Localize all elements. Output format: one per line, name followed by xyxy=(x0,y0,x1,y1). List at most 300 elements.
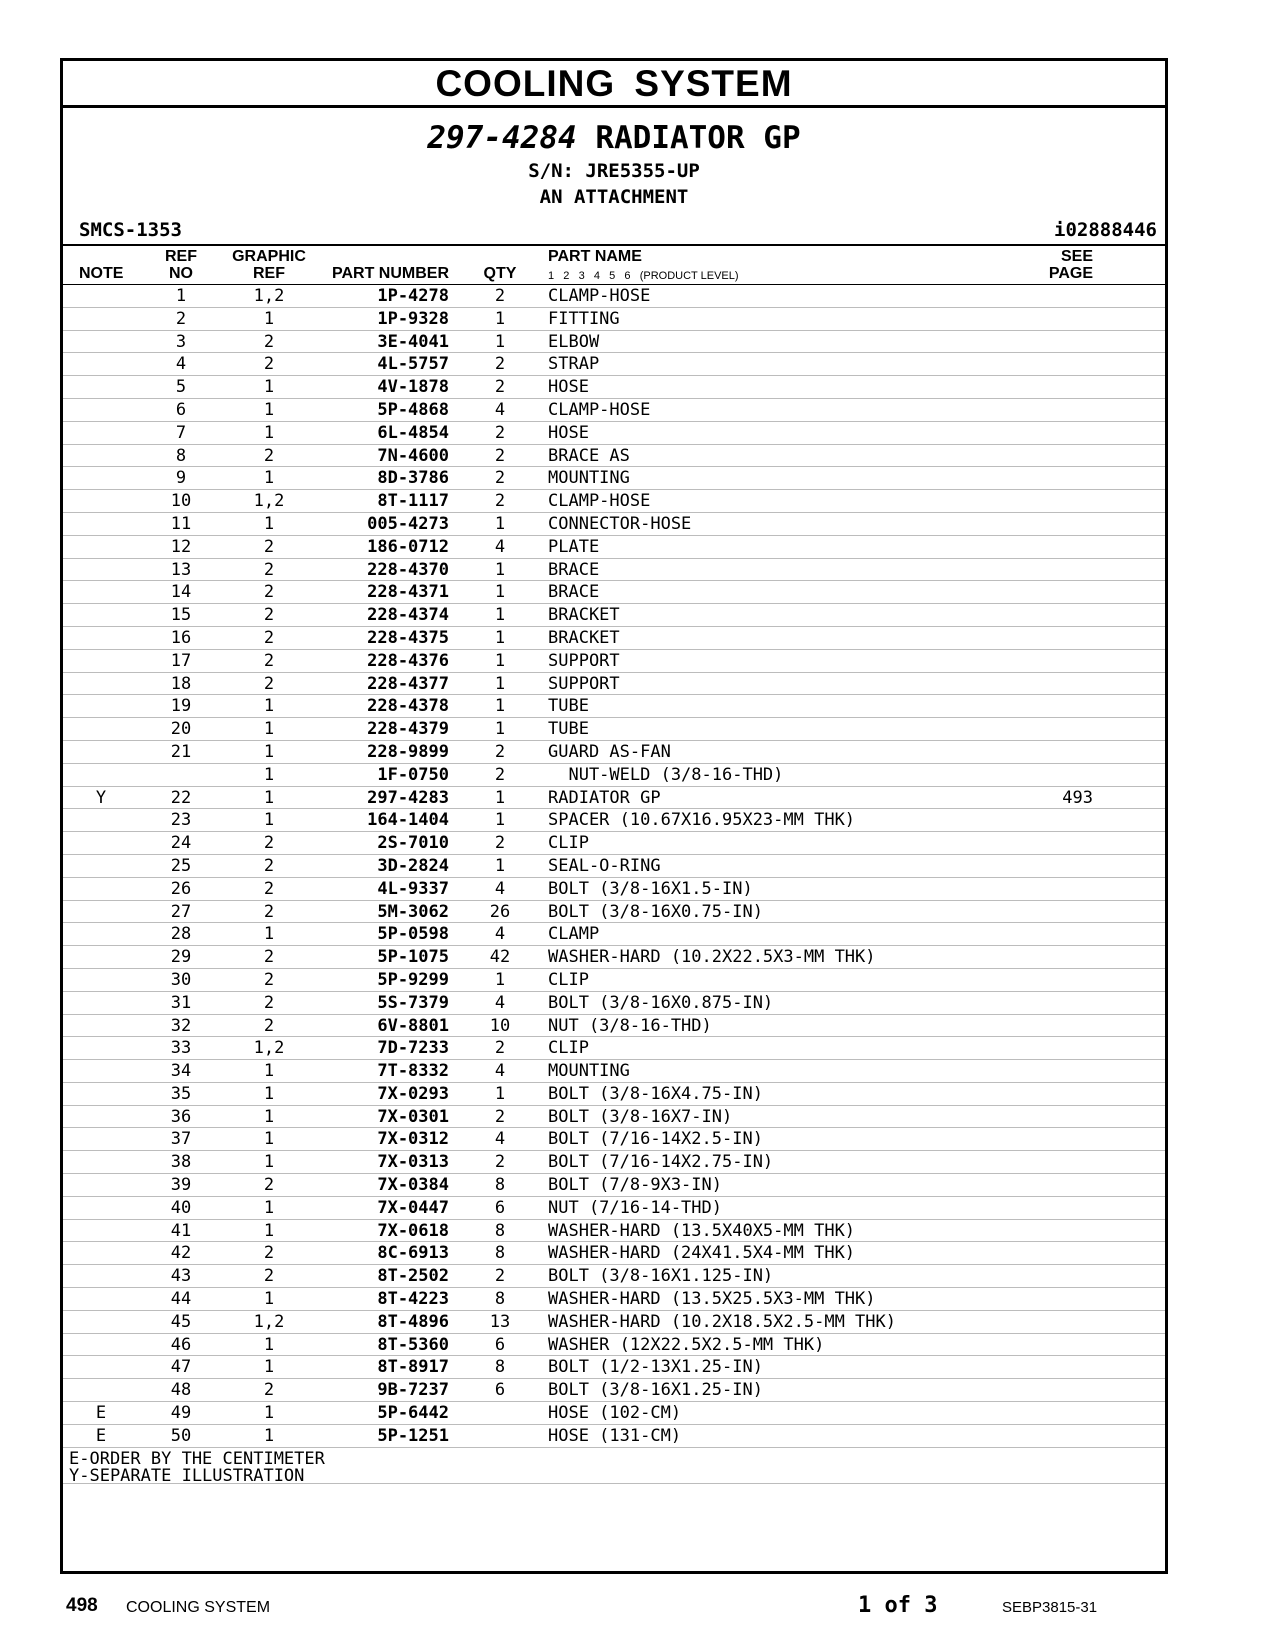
cell-part-number: 3E-4041 xyxy=(377,331,449,352)
table-row xyxy=(63,787,1165,810)
cell-part-number: 8T-2502 xyxy=(377,1266,449,1287)
cell-graphic-ref: 1 xyxy=(263,924,275,945)
cell-part-name: SPACER (10.67X16.95X23-MM THK) xyxy=(548,810,856,831)
cell-note: Y xyxy=(95,787,107,808)
cell-qty: 1 xyxy=(494,627,506,648)
cell-qty: 2 xyxy=(494,468,506,489)
table-row xyxy=(63,627,1165,650)
header-product-levels: 1 2 3 4 5 6 (PRODUCT LEVEL) xyxy=(548,270,739,282)
cell-qty: 1 xyxy=(494,1083,506,1104)
cell-graphic-ref: 1 xyxy=(263,1106,275,1127)
cell-graphic-ref: 2 xyxy=(263,1243,275,1264)
cell-qty: 8 xyxy=(494,1357,506,1378)
cell-part-number: 6V-8801 xyxy=(377,1015,449,1036)
cell-graphic-ref: 1 xyxy=(263,741,275,762)
cell-part-number: 9B-7237 xyxy=(377,1380,449,1401)
cell-qty: 1 xyxy=(494,559,506,580)
cell-ref-no: 34 xyxy=(170,1061,192,1082)
cell-qty: 8 xyxy=(494,1243,506,1264)
cell-part-name: ELBOW xyxy=(548,331,600,352)
cell-graphic-ref: 1 xyxy=(263,1152,275,1173)
cell-qty: 2 xyxy=(494,286,506,306)
cell-note: E xyxy=(95,1403,107,1424)
cell-graphic-ref: 2 xyxy=(263,582,275,603)
cell-part-number: 228-4379 xyxy=(367,719,449,740)
cell-part-number: 7X-0313 xyxy=(377,1152,449,1173)
cell-ref-no: 33 xyxy=(170,1038,192,1059)
cell-graphic-ref: 1 xyxy=(263,1425,275,1446)
cell-ref-no: 25 xyxy=(170,855,192,876)
cell-ref-no: 3 xyxy=(175,331,187,352)
cell-part-number: 8T-8917 xyxy=(377,1357,449,1378)
cell-graphic-ref: 1,2 xyxy=(253,1311,285,1332)
cell-graphic-ref: 1 xyxy=(263,422,275,443)
cell-graphic-ref: 1 xyxy=(263,468,275,489)
page-of: 1 of 3 xyxy=(858,1593,938,1618)
cell-graphic-ref: 1 xyxy=(263,764,275,785)
cell-part-name: CLIP xyxy=(548,833,589,854)
footer-section: COOLING SYSTEM xyxy=(126,1599,271,1616)
cell-ref-no: 13 xyxy=(170,559,192,580)
cell-part-number: 5P-0598 xyxy=(377,924,449,945)
cell-part-number: 8T-5360 xyxy=(377,1334,449,1355)
cell-qty: 13 xyxy=(489,1311,511,1332)
cell-qty: 4 xyxy=(494,1129,506,1150)
table-row xyxy=(63,308,1165,331)
cell-part-number: 3D-2824 xyxy=(377,855,449,876)
cell-part-number: 7X-0312 xyxy=(377,1129,449,1150)
cell-qty: 1 xyxy=(494,696,506,717)
cell-ref-no: 37 xyxy=(170,1129,192,1150)
cell-ref-no: 41 xyxy=(170,1220,192,1241)
cell-part-name: MOUNTING xyxy=(548,468,630,489)
cell-part-number: 005-4273 xyxy=(367,513,449,534)
table-row xyxy=(63,809,1165,832)
cell-ref-no: 9 xyxy=(175,468,187,489)
cell-part-name: CONNECTOR-HOSE xyxy=(548,513,692,534)
cell-qty: 1 xyxy=(494,787,506,808)
cell-qty: 8 xyxy=(494,1220,506,1241)
table-row xyxy=(63,1425,1165,1448)
cell-part-name: STRAP xyxy=(548,354,600,375)
cell-graphic-ref: 2 xyxy=(263,901,275,922)
cell-part-number: 228-4375 xyxy=(367,627,449,648)
cell-qty: 26 xyxy=(489,901,511,922)
cell-part-number: 228-4376 xyxy=(367,650,449,671)
cell-ref-no: 29 xyxy=(170,947,192,968)
cell-graphic-ref: 1 xyxy=(263,787,275,808)
cell-qty: 1 xyxy=(494,513,506,534)
cell-graphic-ref: 1 xyxy=(263,1220,275,1241)
cell-part-number: 228-9899 xyxy=(367,741,449,762)
header-part-name: PART NAME xyxy=(548,248,642,265)
table-row xyxy=(63,764,1165,787)
cell-part-number: 7N-4600 xyxy=(377,445,449,466)
table-row xyxy=(63,536,1165,559)
cell-ref-no: 47 xyxy=(170,1357,192,1378)
cell-part-name: CLAMP-HOSE xyxy=(548,399,651,420)
table-row xyxy=(63,1037,1165,1060)
cell-graphic-ref: 2 xyxy=(263,878,275,899)
cell-qty: 1 xyxy=(494,673,506,694)
cell-ref-no: 42 xyxy=(170,1243,192,1264)
cell-qty: 10 xyxy=(489,1015,511,1036)
cell-part-name: WASHER-HARD (10.2X18.5X2.5-MM THK) xyxy=(548,1311,896,1332)
cell-part-name: WASHER-HARD (10.2X22.5X3-MM THK) xyxy=(548,947,876,968)
cell-graphic-ref: 1 xyxy=(263,1357,275,1378)
cell-graphic-ref: 2 xyxy=(263,627,275,648)
cell-part-number: 8T-4896 xyxy=(377,1311,449,1332)
cell-qty: 1 xyxy=(494,969,506,990)
cell-ref-no: 38 xyxy=(170,1152,192,1173)
table-row xyxy=(63,1106,1165,1129)
cell-part-number: 228-4374 xyxy=(367,605,449,626)
column-headers xyxy=(63,244,1165,285)
table-row xyxy=(63,1174,1165,1197)
cell-qty: 6 xyxy=(494,1197,506,1218)
cell-part-number: 228-4378 xyxy=(367,696,449,717)
table-row xyxy=(63,490,1165,513)
cell-part-name: PLATE xyxy=(548,536,600,557)
cell-ref-no: 8 xyxy=(175,445,187,466)
cell-part-name: NUT (7/16-14-THD) xyxy=(548,1197,722,1218)
header-part-number: PART NUMBER xyxy=(331,265,449,282)
cell-graphic-ref: 2 xyxy=(263,1266,275,1287)
cell-ref-no: 43 xyxy=(170,1266,192,1287)
header-note: NOTE xyxy=(79,265,124,282)
cell-qty: 1 xyxy=(494,582,506,603)
cell-qty: 4 xyxy=(494,878,506,899)
cell-part-number: 8D-3786 xyxy=(377,468,449,489)
cell-graphic-ref: 1 xyxy=(263,377,275,398)
cell-qty: 4 xyxy=(494,399,506,420)
table-row xyxy=(63,695,1165,718)
page-number: 498 xyxy=(66,1595,98,1616)
cell-ref-no: 1 xyxy=(175,286,187,306)
cell-part-name: BOLT (7/16-14X2.5-IN) xyxy=(548,1129,763,1150)
table-row xyxy=(63,285,1165,308)
cell-part-name: BOLT (3/8-16X4.75-IN) xyxy=(548,1083,763,1104)
table-row xyxy=(63,1128,1165,1151)
cell-part-name: CLIP xyxy=(548,969,589,990)
table-row xyxy=(63,1015,1165,1038)
cell-part-number: 228-4370 xyxy=(367,559,449,580)
cell-graphic-ref: 2 xyxy=(263,559,275,580)
cell-part-number: 6L-4854 xyxy=(377,422,449,443)
cell-graphic-ref: 2 xyxy=(263,855,275,876)
cell-part-number: 8C-6913 xyxy=(377,1243,449,1264)
cell-qty: 4 xyxy=(494,924,506,945)
cell-qty: 4 xyxy=(494,1061,506,1082)
table-row xyxy=(63,513,1165,536)
cell-graphic-ref: 1 xyxy=(263,1334,275,1355)
cell-part-name: BOLT (3/8-16X0.875-IN) xyxy=(548,992,774,1013)
cell-qty: 1 xyxy=(494,331,506,352)
cell-part-number: 7X-0447 xyxy=(377,1197,449,1218)
cell-ref-no: 19 xyxy=(170,696,192,717)
header-graphic-2: REF xyxy=(253,265,285,282)
cell-graphic-ref: 2 xyxy=(263,1380,275,1401)
cell-qty: 2 xyxy=(494,764,506,785)
cell-qty: 2 xyxy=(494,1266,506,1287)
cell-ref-no: 46 xyxy=(170,1334,192,1355)
table-row xyxy=(63,946,1165,969)
table-row xyxy=(63,1151,1165,1174)
cell-graphic-ref: 2 xyxy=(263,605,275,626)
cell-part-name: RADIATOR GP xyxy=(548,787,661,808)
cell-part-name: MOUNTING xyxy=(548,1061,630,1082)
table-row xyxy=(63,718,1165,741)
cell-part-name: SUPPORT xyxy=(548,673,620,694)
illustration-id: i02888446 xyxy=(1054,219,1157,241)
table-row xyxy=(63,376,1165,399)
table-row xyxy=(63,1334,1165,1357)
cell-graphic-ref: 2 xyxy=(263,1175,275,1196)
cell-qty: 2 xyxy=(494,833,506,854)
table-notes xyxy=(63,1448,1165,1484)
cell-ref-no: 24 xyxy=(170,833,192,854)
cell-qty: 2 xyxy=(494,1038,506,1059)
cell-part-number: 8T-4223 xyxy=(377,1289,449,1310)
cell-part-name: BOLT (3/8-16X1.5-IN) xyxy=(548,878,753,899)
cell-graphic-ref: 1 xyxy=(263,1289,275,1310)
cell-ref-no: 21 xyxy=(170,741,192,762)
cell-part-name: HOSE xyxy=(548,377,589,398)
cell-graphic-ref: 2 xyxy=(263,969,275,990)
cell-part-number: 7T-8332 xyxy=(377,1061,449,1082)
cell-part-name: GUARD AS-FAN xyxy=(548,741,671,762)
cell-part-name: BOLT (3/8-16X7-IN) xyxy=(548,1106,733,1127)
cell-part-name: WASHER (12X22.5X2.5-MM THK) xyxy=(548,1334,825,1355)
cell-part-name: FITTING xyxy=(548,308,620,329)
note-e: E-ORDER BY THE CENTIMETER xyxy=(69,1448,325,1469)
cell-graphic-ref: 1 xyxy=(263,1083,275,1104)
table-row xyxy=(63,1311,1165,1334)
cell-qty: 2 xyxy=(494,445,506,466)
cell-qty: 8 xyxy=(494,1175,506,1196)
cell-qty: 1 xyxy=(494,605,506,626)
cell-qty: 4 xyxy=(494,536,506,557)
cell-graphic-ref: 1 xyxy=(263,513,275,534)
cell-part-name: BOLT (1/2-13X1.25-IN) xyxy=(548,1357,763,1378)
cell-ref-no: 2 xyxy=(175,308,187,329)
cell-graphic-ref: 1 xyxy=(263,810,275,831)
cell-graphic-ref: 1,2 xyxy=(253,286,285,306)
table-row xyxy=(63,1402,1165,1425)
cell-ref-no: 15 xyxy=(170,605,192,626)
note-y: Y-SEPARATE ILLUSTRATION xyxy=(69,1465,305,1486)
table-row xyxy=(63,1288,1165,1311)
smcs-row xyxy=(63,216,1165,244)
cell-ref-no: 22 xyxy=(170,787,192,808)
cell-graphic-ref: 2 xyxy=(263,992,275,1013)
cell-part-name: SEAL-O-RING xyxy=(548,855,661,876)
table-row xyxy=(63,604,1165,627)
header-qty: QTY xyxy=(483,265,517,282)
header-graphic-1: GRAPHIC xyxy=(232,248,306,265)
cell-ref-no: 31 xyxy=(170,992,192,1013)
cell-ref-no: 35 xyxy=(170,1083,192,1104)
cell-part-number: 2S-7010 xyxy=(377,833,449,854)
table-row xyxy=(63,1197,1165,1220)
cell-ref-no: 32 xyxy=(170,1015,192,1036)
table-row xyxy=(63,399,1165,422)
cell-graphic-ref: 2 xyxy=(263,947,275,968)
cell-ref-no: 30 xyxy=(170,969,192,990)
cell-qty: 2 xyxy=(494,741,506,762)
cell-graphic-ref: 2 xyxy=(263,650,275,671)
table-row xyxy=(63,832,1165,855)
cell-graphic-ref: 1 xyxy=(263,1197,275,1218)
cell-ref-no: 16 xyxy=(170,627,192,648)
cell-part-name: CLIP xyxy=(548,1038,589,1059)
cell-part-name: HOSE (102-CM) xyxy=(548,1403,682,1424)
cell-part-name: BRACE xyxy=(548,559,600,580)
cell-part-number: 228-4371 xyxy=(367,582,449,603)
cell-part-number: 5P-1251 xyxy=(377,1425,449,1446)
cell-ref-no: 26 xyxy=(170,878,192,899)
cell-graphic-ref: 1 xyxy=(263,1403,275,1424)
header-see-2: PAGE xyxy=(1048,265,1093,282)
cell-ref-no: 50 xyxy=(170,1425,192,1446)
group-part-number: 297-4284 xyxy=(427,120,577,156)
cell-qty: 2 xyxy=(494,422,506,443)
cell-qty: 1 xyxy=(494,810,506,831)
serial-number-range: S/N: JRE5355-UP xyxy=(528,160,700,182)
cell-part-name: NUT-WELD (3/8-16-THD) xyxy=(548,764,784,785)
cell-part-number: 5P-4868 xyxy=(377,399,449,420)
cell-part-number: 4L-5757 xyxy=(377,354,449,375)
cell-qty: 1 xyxy=(494,650,506,671)
cell-part-number: 7D-7233 xyxy=(377,1038,449,1059)
cell-graphic-ref: 2 xyxy=(263,354,275,375)
cell-part-name: CLAMP xyxy=(548,924,600,945)
cell-graphic-ref: 1 xyxy=(263,696,275,717)
cell-part-number: 4L-9337 xyxy=(377,878,449,899)
page-footer xyxy=(0,1594,1275,1624)
cell-part-name: NUT (3/8-16-THD) xyxy=(548,1015,712,1036)
table-row xyxy=(63,1083,1165,1106)
table-row xyxy=(63,1242,1165,1265)
cell-graphic-ref: 1 xyxy=(263,719,275,740)
cell-part-name: BRACE xyxy=(548,582,600,603)
cell-graphic-ref: 1,2 xyxy=(253,1038,285,1059)
cell-ref-no: 10 xyxy=(170,491,192,512)
table-row xyxy=(63,1265,1165,1288)
cell-part-name: HOSE (131-CM) xyxy=(548,1425,682,1446)
group-name: RADIATOR GP xyxy=(595,120,801,156)
table-row xyxy=(63,673,1165,696)
cell-part-number: 297-4283 xyxy=(367,787,449,808)
cell-ref-no: 23 xyxy=(170,810,192,831)
cell-part-number: 5P-9299 xyxy=(377,969,449,990)
cell-part-name: CLAMP-HOSE xyxy=(548,286,651,306)
table-row xyxy=(63,445,1165,468)
cell-qty: 42 xyxy=(489,947,511,968)
parts-page-frame xyxy=(60,58,1168,1574)
cell-ref-no: 4 xyxy=(175,354,187,375)
table-row xyxy=(63,353,1165,376)
cell-ref-no: 14 xyxy=(170,582,192,603)
cell-qty: 2 xyxy=(494,354,506,375)
cell-graphic-ref: 1 xyxy=(263,308,275,329)
cell-ref-no: 7 xyxy=(175,422,187,443)
cell-part-name: BOLT (7/8-9X3-IN) xyxy=(548,1175,722,1196)
table-row xyxy=(63,1356,1165,1379)
cell-part-name: WASHER-HARD (13.5X25.5X3-MM THK) xyxy=(548,1289,876,1310)
cell-graphic-ref: 2 xyxy=(263,673,275,694)
cell-qty: 1 xyxy=(494,855,506,876)
cell-qty: 8 xyxy=(494,1289,506,1310)
cell-ref-no: 12 xyxy=(170,536,192,557)
table-row xyxy=(63,901,1165,924)
cell-part-name: WASHER-HARD (13.5X40X5-MM THK) xyxy=(548,1220,856,1241)
cell-qty: 2 xyxy=(494,1106,506,1127)
cell-graphic-ref: 1,2 xyxy=(253,491,285,512)
table-row xyxy=(63,422,1165,445)
cell-qty: 6 xyxy=(494,1380,506,1401)
cell-part-number: 1P-4278 xyxy=(377,286,449,306)
cell-ref-no: 17 xyxy=(170,650,192,671)
cell-graphic-ref: 2 xyxy=(263,331,275,352)
cell-qty: 4 xyxy=(494,992,506,1013)
table-row xyxy=(63,1379,1165,1402)
table-row xyxy=(63,992,1165,1015)
table-row xyxy=(63,741,1165,764)
cell-part-name: BRACE AS xyxy=(548,445,630,466)
cell-ref-no: 39 xyxy=(170,1175,192,1196)
cell-part-number: 8T-1117 xyxy=(377,491,449,512)
cell-ref-no: 11 xyxy=(170,513,192,534)
section-title: COOLING SYSTEM xyxy=(63,61,1165,108)
cell-graphic-ref: 2 xyxy=(263,536,275,557)
cell-ref-no: 28 xyxy=(170,924,192,945)
cell-part-number: 5S-7379 xyxy=(377,992,449,1013)
table-row xyxy=(63,467,1165,490)
table-row xyxy=(63,650,1165,673)
cell-part-name: TUBE xyxy=(548,719,589,740)
table-row xyxy=(63,855,1165,878)
cell-part-number: 164-1404 xyxy=(367,810,449,831)
cell-part-number: 7X-0618 xyxy=(377,1220,449,1241)
table-row xyxy=(63,1060,1165,1083)
cell-graphic-ref: 1 xyxy=(263,1061,275,1082)
cell-ref-no: 18 xyxy=(170,673,192,694)
cell-note: E xyxy=(95,1425,107,1446)
table-row xyxy=(63,878,1165,901)
cell-part-number: 5M-3062 xyxy=(377,901,449,922)
cell-part-number: 1F-0750 xyxy=(377,764,449,785)
cell-part-name: CLAMP-HOSE xyxy=(548,491,651,512)
header-see-1: SEE xyxy=(1060,248,1093,265)
cell-part-name: BRACKET xyxy=(548,627,620,648)
cell-ref-no: 45 xyxy=(170,1311,192,1332)
cell-graphic-ref: 2 xyxy=(263,445,275,466)
header-ref-1: REF xyxy=(165,248,197,265)
cell-part-name: BRACKET xyxy=(548,605,620,626)
cell-part-number: 7X-0293 xyxy=(377,1083,449,1104)
cell-qty: 2 xyxy=(494,1152,506,1173)
cell-qty: 1 xyxy=(494,719,506,740)
cell-part-number: 186-0712 xyxy=(367,536,449,557)
cell-part-name: WASHER-HARD (24X41.5X4-MM THK) xyxy=(548,1243,856,1264)
cell-part-name: BOLT (3/8-16X1.25-IN) xyxy=(548,1380,763,1401)
table-row xyxy=(63,969,1165,992)
cell-graphic-ref: 2 xyxy=(263,833,275,854)
header-ref-2: NO xyxy=(169,265,193,282)
cell-part-name: TUBE xyxy=(548,696,589,717)
cell-qty: 2 xyxy=(494,491,506,512)
